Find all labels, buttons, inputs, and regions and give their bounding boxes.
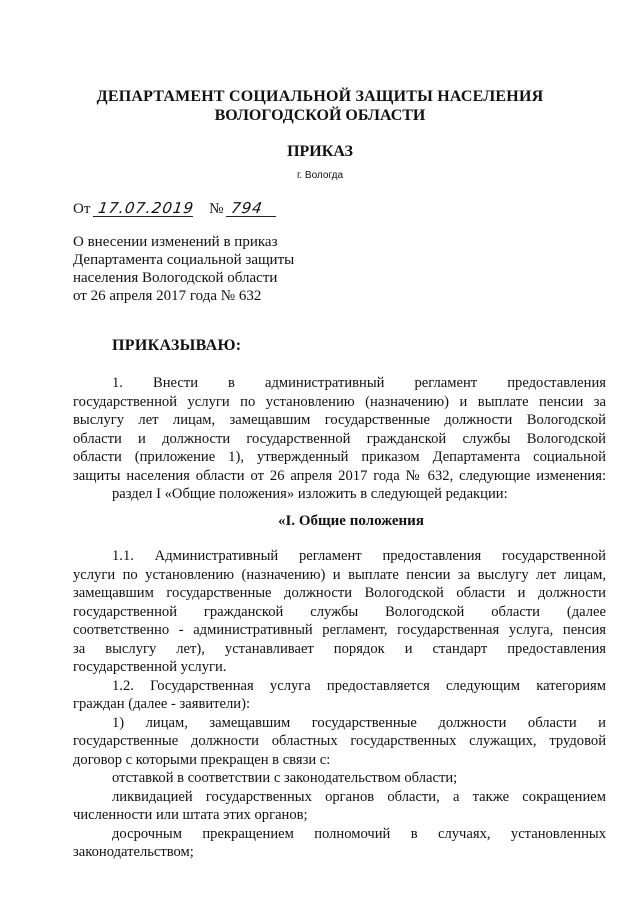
text-line: досрочным прекращением полномочий в случаях, установленных	[112, 825, 606, 842]
city-name: г. Вологда	[296, 170, 344, 181]
number-prefix: №	[209, 201, 224, 217]
text-line: выслугу лет лицам, замещавшим государственные должности Вологодской	[73, 412, 606, 428]
text-line: государственной услуги.	[73, 659, 227, 675]
section-title: «I. Общие положения	[278, 513, 424, 529]
text-line: ликвидацией государственных органов области, а также сокращением	[112, 788, 606, 805]
text-line: соответственно - административный регламент, государственная услуга, пенсия	[73, 622, 606, 638]
text-line: области и должности государственной гражданской службы Вологодской	[73, 430, 606, 447]
department-name-line2: ВОЛОГОДСКОЙ ОБЛАСТИ	[214, 107, 426, 124]
handwritten-number: 794	[226, 201, 278, 217]
subject-line: населения Вологодской области	[73, 270, 278, 286]
text-line: численности или штата этих органов;	[73, 807, 308, 823]
department-name-line1: ДЕПАРТАМЕНТ СОЦИАЛЬНОЙ ЗАЩИТЫ НАСЕЛЕНИЯ	[96, 88, 544, 105]
handwritten-date: 17.07.2019	[93, 201, 195, 217]
text-line: за выслугу лет), устанавливает порядок и стандарт предоставления	[73, 640, 606, 657]
subject-line: Департамента социальной защиты	[73, 252, 295, 268]
text-line: замещавшим государственные должности Вологодской области и должности	[73, 585, 606, 601]
text-line: отставкой в соответствии с законодательством области;	[112, 770, 458, 786]
date-prefix: От	[73, 201, 91, 217]
subject-line: от 26 апреля 2017 года № 632	[73, 288, 262, 304]
decree-heading: ПРИКАЗЫВАЮ:	[112, 337, 242, 354]
text-line: 1.1. Административный регламент предоставления государственной	[112, 548, 606, 564]
text-line: услуги по установлению (назначению) и выплате пенсии за выслугу лет лицам,	[73, 566, 606, 583]
text-line: раздел I «Общие положения» изложить в следующей редакции:	[112, 486, 508, 502]
subject-line: О внесении изменений в приказ	[73, 234, 278, 250]
text-line: 1) лицам, замещавшим государственные должности области и	[112, 714, 606, 731]
paragraph-1-1	[73, 547, 606, 862]
text-line: 1.2. Государственная услуга предоставляется следующим категориям	[112, 677, 606, 694]
text-line: граждан (далее - заявители):	[73, 696, 251, 712]
text-line: государственные должности областных государственных служащих, трудовой	[73, 733, 606, 749]
text-line: области (приложение 1), утвержденный приказом Департамента социальной	[73, 449, 606, 465]
paragraph-1	[73, 374, 606, 504]
text-line: государственной услуги по установлению (назначению) и выплате пенсии за	[73, 393, 606, 410]
text-line: договор с которыми прекращен в связи с:	[73, 751, 331, 768]
text-line: защиты населения области от 26 апреля 2017 года № 632, следующие изменения:	[73, 467, 606, 484]
order-date-number-line	[73, 201, 277, 218]
text-line: законодательством;	[73, 844, 194, 860]
text-line: 1. Внести в административный регламент предоставления	[112, 375, 606, 391]
order-title: ПРИКАЗ	[287, 143, 353, 160]
text-line: государственной гражданской службы Вологодской области (далее	[73, 603, 606, 620]
order-subject	[73, 233, 294, 305]
